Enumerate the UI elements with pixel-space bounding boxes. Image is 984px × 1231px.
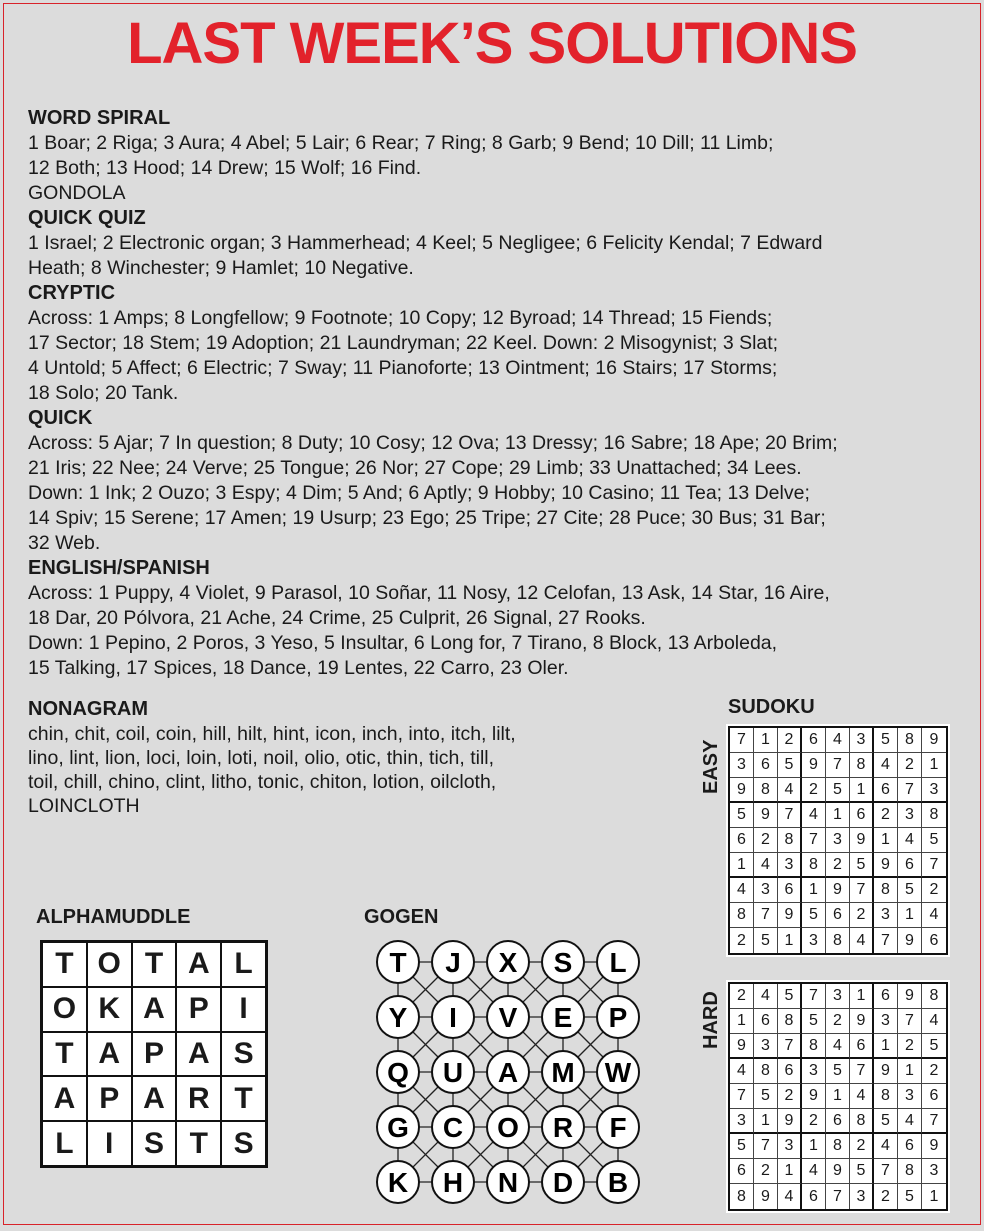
gogen-letter: N	[497, 1167, 519, 1198]
sudoku-cell: 2	[898, 1034, 922, 1059]
sudoku-cell: 6	[778, 1059, 802, 1084]
gogen-grid	[370, 934, 640, 1214]
sudoku-cell: 5	[754, 1084, 778, 1109]
sudoku-cell: 3	[826, 828, 850, 853]
sudoku-hard	[726, 980, 950, 1213]
alphamuddle-cell: P	[176, 987, 221, 1032]
sudoku-cell: 3	[898, 1084, 922, 1109]
gogen-letter: P	[608, 1002, 628, 1033]
sudoku-cell: 8	[754, 1059, 778, 1084]
sudoku-cell: 9	[874, 1059, 898, 1084]
sudoku-cell: 7	[850, 878, 874, 903]
sudoku-cell: 6	[922, 1084, 946, 1109]
sudoku-cell: 6	[754, 1009, 778, 1034]
sudoku-cell: 9	[754, 803, 778, 828]
section-text: 1 Boar; 2 Riga; 3 Aura; 4 Abel; 5 Lair; 6 Rear; 7 Ring; 8 Garb; 9 Bend; 10 Dill; 11 Limb; 12 Both; 13 Hood; 14 Drew; 15 Wolf; 16 Find. GONDOLA	[28, 132, 774, 204]
sudoku-cell: 1	[850, 984, 874, 1009]
sudoku-cell: 6	[874, 778, 898, 803]
sudoku-cell: 3	[778, 853, 802, 878]
sudoku-cell: 5	[826, 778, 850, 803]
sudoku-cell: 7	[922, 853, 946, 878]
sudoku-cell: 8	[850, 1109, 874, 1134]
alphamuddle-cell: L	[221, 942, 266, 987]
sudoku-cell: 4	[802, 1159, 826, 1184]
section-text: Across: 1 Amps; 8 Longfellow; 9 Footnote; 10 Copy; 12 Byroad; 14 Thread; 15 Fiends; 17 Sector; 18 Stem; 19 Adoption; 21 Laundryman; 22 Keel. Down: 2 Misogynist; 3 Slat; 4 Untold; 5 Affect; 6 Electric; 7 Sway; 11 Pianoforte; 13 Ointment; 16 Stairs; 17 Storms; 18 Solo; 20 Tank.	[28, 307, 779, 404]
gogen-letter: G	[387, 1112, 409, 1143]
sudoku-cell: 7	[874, 928, 898, 953]
sudoku-cell: 4	[922, 903, 946, 928]
sudoku-cell: 6	[802, 728, 826, 753]
sudoku-cell: 7	[778, 803, 802, 828]
gogen-letter: B	[607, 1167, 629, 1198]
alphamuddle-cell: I	[221, 987, 266, 1032]
sudoku-cell: 8	[778, 828, 802, 853]
sudoku-cell: 6	[826, 1109, 850, 1134]
sudoku-cell: 9	[802, 1084, 826, 1109]
page-title: LAST WEEK’S SOLUTIONS	[127, 11, 857, 76]
section-title: QUICK	[28, 407, 93, 429]
sudoku-cell: 7	[874, 1159, 898, 1184]
sudoku-cell: 4	[874, 1134, 898, 1159]
section-title: NONAGRAM	[28, 698, 148, 720]
alphamuddle-cell: L	[42, 1121, 87, 1166]
sudoku-cell: 1	[826, 803, 850, 828]
sudoku-cell: 7	[754, 903, 778, 928]
sudoku-cell: 2	[730, 984, 754, 1009]
sudoku-cell: 5	[730, 803, 754, 828]
sudoku-cell: 3	[826, 984, 850, 1009]
sudoku-cell: 5	[898, 1184, 922, 1209]
sudoku-cell: 8	[898, 728, 922, 753]
sudoku-cell: 3	[754, 878, 778, 903]
sudoku-cell: 4	[802, 803, 826, 828]
alphamuddle-cell: A	[42, 1076, 87, 1121]
alphamuddle-cell: P	[132, 1032, 177, 1077]
alphamuddle-cell: T	[132, 942, 177, 987]
sudoku-cell: 7	[826, 753, 850, 778]
gogen-letter: Y	[388, 1002, 408, 1033]
sudoku-cell: 2	[898, 753, 922, 778]
sudoku-cell: 9	[826, 1159, 850, 1184]
sudoku-cell: 2	[922, 878, 946, 903]
sudoku-cell: 3	[922, 778, 946, 803]
section-title: QUICK QUIZ	[28, 207, 146, 229]
sudoku-cell: 2	[802, 778, 826, 803]
alphamuddle-cell: S	[221, 1121, 266, 1166]
sudoku-cell: 3	[802, 1059, 826, 1084]
sudoku-cell: 4	[730, 1059, 754, 1084]
gogen-title: GOGEN	[364, 906, 439, 928]
sudoku-cell: 7	[730, 728, 754, 753]
gogen-letter: S	[553, 947, 573, 978]
sudoku-cell: 9	[898, 928, 922, 953]
sudoku-cell: 6	[850, 803, 874, 828]
sudoku-cell: 3	[778, 1134, 802, 1159]
alphamuddle-cell: A	[132, 987, 177, 1032]
sudoku-cell: 2	[826, 1009, 850, 1034]
alphamuddle-cell: P	[87, 1076, 132, 1121]
sudoku-cell: 5	[778, 984, 802, 1009]
gogen-letter: V	[498, 1002, 518, 1033]
sudoku-cell: 3	[730, 1109, 754, 1134]
sudoku-cell: 5	[826, 1059, 850, 1084]
sudoku-cell: 8	[874, 1084, 898, 1109]
sudoku-cell: 6	[898, 853, 922, 878]
gogen-letter: U	[442, 1057, 464, 1088]
sudoku-cell: 9	[922, 728, 946, 753]
solutions-page	[3, 3, 981, 1225]
sudoku-cell: 2	[874, 1184, 898, 1209]
sudoku-cell: 2	[730, 928, 754, 953]
sudoku-cell: 4	[826, 1034, 850, 1059]
sudoku-cell: 2	[754, 828, 778, 853]
sudoku-cell: 3	[802, 928, 826, 953]
sudoku-cell: 5	[754, 928, 778, 953]
gogen-letter: H	[442, 1167, 464, 1198]
sudoku-cell: 8	[826, 928, 850, 953]
sudoku-cell: 8	[922, 803, 946, 828]
gogen-letter: Q	[387, 1057, 409, 1088]
sudoku-cell: 5	[802, 1009, 826, 1034]
section-text: chin, chit, coil, coin, hill, hilt, hint, icon, inch, into, itch, lilt, lino, lint, lion, loci, loin, loti, noil, olio, otic, thin, tich, till, toil, chill, chino, clint, litho, tonic, chiton, lotion, oilcloth, LOINCLOTH	[28, 723, 516, 817]
alphamuddle-cell: A	[87, 1032, 132, 1077]
sudoku-cell: 9	[874, 853, 898, 878]
sudoku-cell: 8	[730, 903, 754, 928]
sudoku-cell: 7	[754, 1134, 778, 1159]
sudoku-cell: 1	[850, 778, 874, 803]
cryptic-section	[28, 281, 968, 406]
sudoku-cell: 4	[754, 853, 778, 878]
gogen-letter: L	[609, 947, 627, 978]
alphamuddle-cell: R	[176, 1076, 221, 1121]
sudoku-cell: 1	[754, 1109, 778, 1134]
english-spanish-section	[28, 556, 968, 681]
sudoku-cell: 1	[922, 753, 946, 778]
sudoku-cell: 7	[850, 1059, 874, 1084]
sudoku-cell: 1	[802, 1134, 826, 1159]
alphamuddle-cell: A	[132, 1076, 177, 1121]
sudoku-cell: 3	[850, 1184, 874, 1209]
sudoku-cell: 2	[850, 1134, 874, 1159]
sudoku-cell: 5	[802, 903, 826, 928]
sudoku-cell: 9	[730, 1034, 754, 1059]
sudoku-cell: 2	[826, 853, 850, 878]
sudoku-cell: 5	[898, 878, 922, 903]
sudoku-cell: 5	[922, 1034, 946, 1059]
sudoku-cell: 5	[850, 1159, 874, 1184]
sudoku-cell: 2	[778, 728, 802, 753]
gogen-letter: A	[497, 1057, 519, 1088]
alphamuddle-cell: S	[221, 1032, 266, 1077]
sudoku-cell: 5	[778, 753, 802, 778]
sudoku-cell: 6	[802, 1184, 826, 1209]
sudoku-cell: 5	[850, 853, 874, 878]
sudoku-cell: 7	[898, 1009, 922, 1034]
quick-section	[28, 406, 968, 556]
alphamuddle-grid	[40, 940, 268, 1168]
sudoku-cell: 9	[826, 878, 850, 903]
sudoku-easy-label: EASY	[700, 739, 722, 794]
sudoku-cell: 6	[826, 903, 850, 928]
sudoku-cell: 7	[922, 1109, 946, 1134]
gogen-letter: C	[442, 1112, 464, 1143]
gogen-letter: J	[445, 947, 461, 978]
sudoku-cell: 3	[754, 1034, 778, 1059]
alphamuddle-cell: T	[42, 942, 87, 987]
section-text: Across: 5 Ajar; 7 In question; 8 Duty; 10 Cosy; 12 Ova; 13 Dressy; 16 Sabre; 18 Ape; 20 Brim; 21 Iris; 22 Nee; 24 Verve; 25 Tongue; 26 Nor; 27 Cope; 29 Limb; 33 Unattached; 34 Lees. Down: 1 Ink; 2 Ouzo; 3 Espy; 4 Dim; 5 And; 6 Aptly; 9 Hobby; 10 Casino; 11 Tea; 13 Delve; 14 Spiv; 15 Serene; 17 Amen; 19 Usurp; 23 Ego; 25 Tripe; 27 Cite; 28 Puce; 30 Bus; 31 Bar; 32 Web.	[28, 432, 838, 554]
sudoku-cell: 4	[850, 1084, 874, 1109]
gogen-letter: M	[551, 1057, 575, 1088]
sudoku-cell: 8	[874, 878, 898, 903]
sudoku-cell: 6	[850, 1034, 874, 1059]
sudoku-cell: 6	[898, 1134, 922, 1159]
gogen-letter: E	[553, 1002, 573, 1033]
sudoku-cell: 6	[754, 753, 778, 778]
sudoku-cell: 1	[754, 728, 778, 753]
sudoku-hard-label: HARD	[700, 991, 722, 1049]
sudoku-cell: 5	[730, 1134, 754, 1159]
sudoku-cell: 5	[874, 1109, 898, 1134]
sudoku-cell: 4	[754, 984, 778, 1009]
section-text: Across: 1 Puppy, 4 Violet, 9 Parasol, 10 Soñar, 11 Nosy, 12 Celofan, 13 Ask, 14 Star, 16 Aire, 18 Dar, 20 Pólvora, 21 Ache, 24 Crime, 25 Culprit, 26 Signal, 27 Rooks. Down: 1 Pepino, 2 Poros, 3 Yeso, 5 Insultar, 6 Long for, 7 Tirano, 8 Block, 13 Arboleda, 15 Talking, 17 Spices, 18 Dance, 19 Lentes, 22 Carro, 23 Oler.	[28, 582, 830, 679]
sudoku-cell: 3	[850, 728, 874, 753]
sudoku-cell: 7	[898, 778, 922, 803]
sudoku-cell: 8	[730, 1184, 754, 1209]
section-title: CRYPTIC	[28, 282, 116, 304]
sudoku-cell: 8	[754, 778, 778, 803]
sudoku-cell: 6	[874, 984, 898, 1009]
sudoku-cell: 5	[874, 728, 898, 753]
sudoku-cell: 1	[730, 853, 754, 878]
sudoku-cell: 1	[826, 1084, 850, 1109]
sudoku-cell: 9	[754, 1184, 778, 1209]
word-spiral-section	[28, 106, 968, 206]
sudoku-title: SUDOKU	[728, 696, 815, 718]
sudoku-cell: 4	[898, 1109, 922, 1134]
sudoku-cell: 4	[922, 1009, 946, 1034]
sudoku-cell: 7	[802, 828, 826, 853]
section-title: ENGLISH/SPANISH	[28, 557, 210, 579]
sudoku-cell: 8	[802, 1034, 826, 1059]
sudoku-cell: 3	[730, 753, 754, 778]
alphamuddle-cell: K	[87, 987, 132, 1032]
gogen-letter: F	[609, 1112, 627, 1143]
sudoku-cell: 1	[929, 1187, 939, 1205]
sudoku-cell: 3	[898, 803, 922, 828]
sudoku-cell: 4	[874, 753, 898, 778]
sudoku-cell: 8	[802, 853, 826, 878]
gogen-letter: I	[449, 1002, 457, 1033]
sudoku-cell: 3	[874, 903, 898, 928]
sudoku-cell: 4	[778, 778, 802, 803]
sudoku-cell: 3	[922, 1159, 946, 1184]
alphamuddle-title: ALPHAMUDDLE	[36, 906, 191, 928]
sudoku-cell: 6	[730, 828, 754, 853]
sudoku-cell: 9	[922, 1134, 946, 1159]
section-title: WORD SPIRAL	[28, 107, 171, 129]
sudoku-cell: 8	[898, 1159, 922, 1184]
sudoku-cell: 4	[898, 828, 922, 853]
sudoku-cell: 8	[826, 1134, 850, 1159]
sudoku-cell: 1	[802, 878, 826, 903]
sudoku-cell: 6	[778, 878, 802, 903]
alphamuddle-cell: T	[221, 1076, 266, 1121]
sudoku-cell: 8	[778, 1009, 802, 1034]
sudoku-cell: 4	[730, 878, 754, 903]
alphamuddle-cell: S	[132, 1121, 177, 1166]
sudoku-cell: 1	[778, 928, 802, 953]
alphamuddle-cell: O	[42, 987, 87, 1032]
sudoku-cell: 7	[802, 984, 826, 1009]
sudoku-cell: 1	[874, 828, 898, 853]
sudoku-cell: 4	[826, 728, 850, 753]
alphamuddle-cell: A	[176, 942, 221, 987]
sudoku-cell: 6	[929, 931, 939, 949]
sudoku-cell: 7	[826, 1184, 850, 1209]
alphamuddle-cell: T	[42, 1032, 87, 1077]
sudoku-cell: 9	[802, 753, 826, 778]
sudoku-cell: 7	[778, 1034, 802, 1059]
sudoku-cell: 1	[874, 1034, 898, 1059]
sudoku-cell: 5	[922, 828, 946, 853]
sudoku-cell: 9	[850, 1009, 874, 1034]
sudoku-cell: 1	[898, 1059, 922, 1084]
sudoku-cell: 1	[898, 903, 922, 928]
sudoku-cell: 8	[850, 753, 874, 778]
alphamuddle-cell: I	[87, 1121, 132, 1166]
sudoku-cell: 9	[898, 984, 922, 1009]
sudoku-cell: 2	[778, 1084, 802, 1109]
quick-quiz-section	[28, 206, 968, 281]
sudoku-cell: 1	[778, 1159, 802, 1184]
sudoku-cell: 9	[778, 1109, 802, 1134]
sudoku-cell: 4	[850, 928, 874, 953]
sudoku-cell: 9	[850, 828, 874, 853]
sudoku-cell: 2	[802, 1109, 826, 1134]
gogen-letter: K	[387, 1167, 409, 1198]
sudoku-cell: 4	[778, 1184, 802, 1209]
gogen-letter: D	[552, 1167, 574, 1198]
sudoku-cell: 8	[922, 984, 946, 1009]
sudoku-easy	[726, 724, 950, 957]
sudoku-cell: 1	[730, 1009, 754, 1034]
alphamuddle-cell: T	[176, 1121, 221, 1166]
sudoku-cell: 2	[754, 1159, 778, 1184]
gogen-letter: R	[552, 1112, 574, 1143]
gogen-letter: W	[604, 1057, 632, 1088]
sudoku-cell: 6	[730, 1159, 754, 1184]
sudoku-cell: 2	[922, 1059, 946, 1084]
gogen-letter: O	[497, 1112, 519, 1143]
section-text: 1 Israel; 2 Electronic organ; 3 Hammerhead; 4 Keel; 5 Negligee; 6 Felicity Kendal; 7 Edward Heath; 8 Winchester; 9 Hamlet; 10 Negative.	[28, 232, 823, 279]
nonagram-section	[28, 697, 668, 818]
alphamuddle-cell: A	[176, 1032, 221, 1077]
gogen-letter: T	[389, 947, 407, 978]
sudoku-cell: 9	[778, 903, 802, 928]
sudoku-cell: 2	[874, 803, 898, 828]
alphamuddle-cell: O	[87, 942, 132, 987]
sudoku-cell: 2	[850, 903, 874, 928]
sudoku-cell: 9	[730, 778, 754, 803]
gogen-letter: X	[498, 947, 518, 978]
sudoku-cell: 7	[730, 1084, 754, 1109]
sudoku-cell: 3	[874, 1009, 898, 1034]
